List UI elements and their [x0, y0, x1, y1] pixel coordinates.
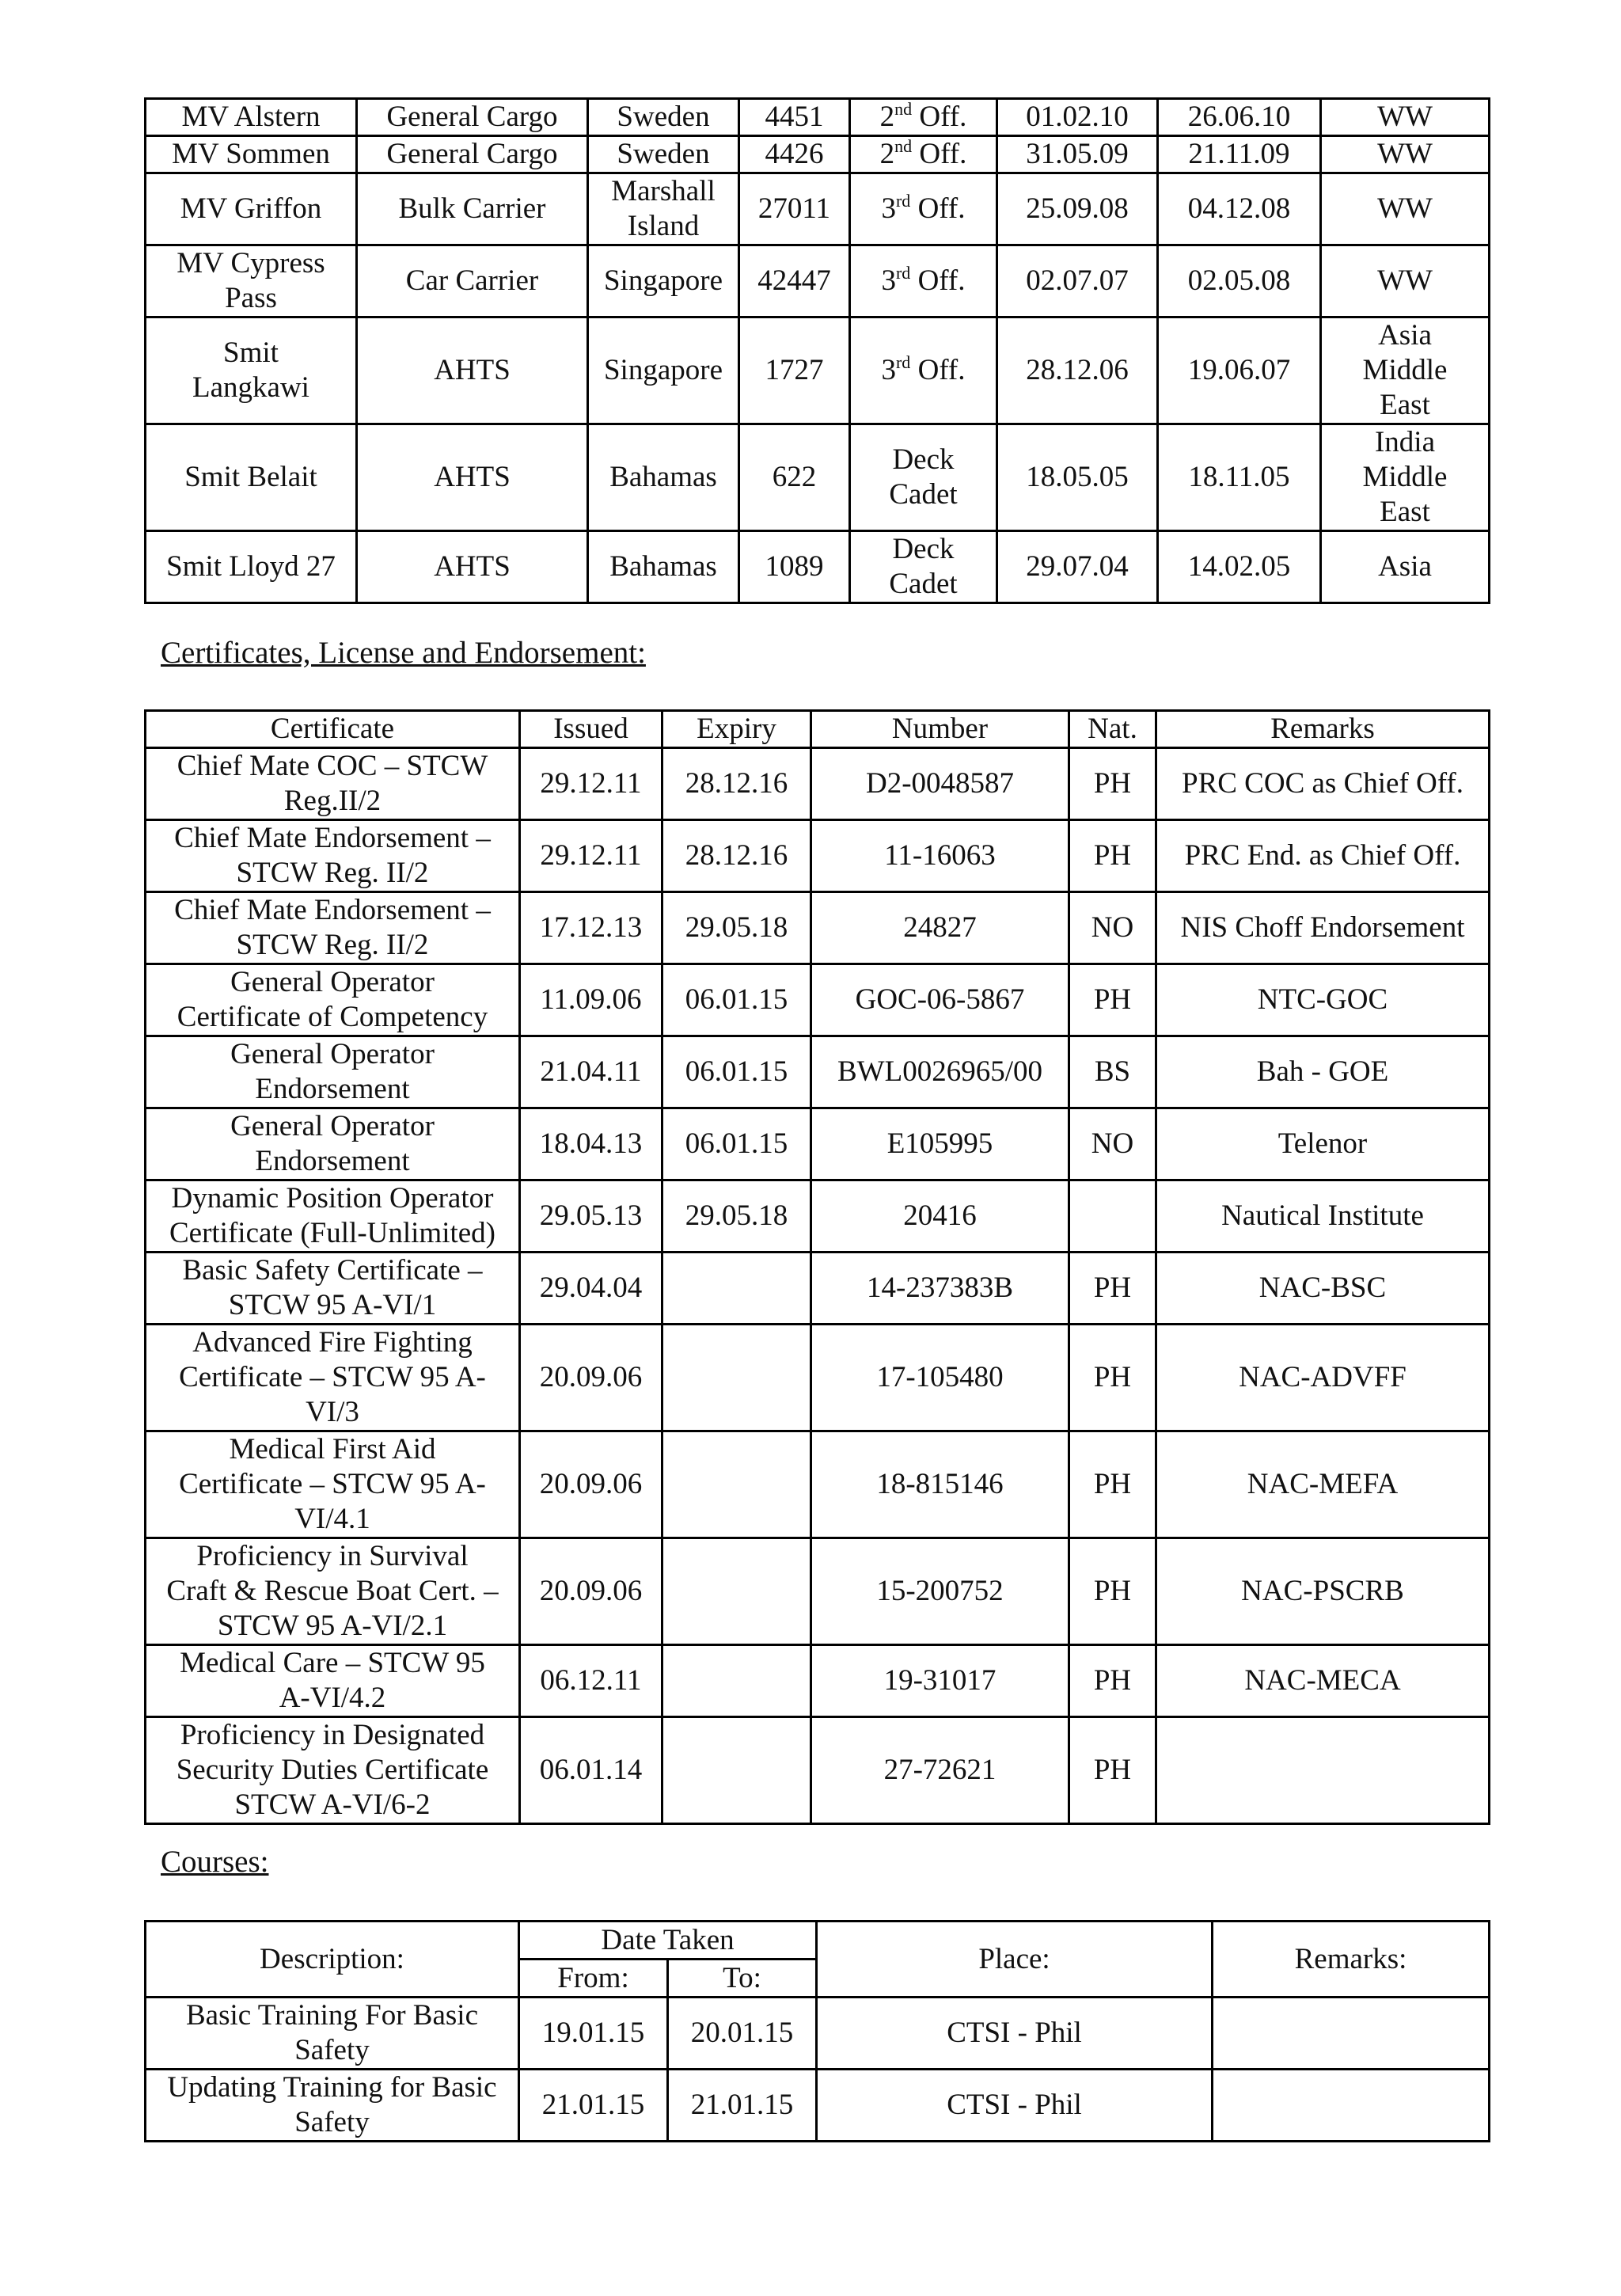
- expiry-date-cell: 29.05.18: [662, 892, 811, 964]
- nationality-cell: BS: [1069, 1036, 1156, 1108]
- issued-date-cell: 18.04.13: [520, 1108, 662, 1180]
- course-place-cell: CTSI - Phil: [817, 2070, 1213, 2142]
- rank-cell: [850, 317, 997, 424]
- vessel-cell: Smit Lloyd 27: [146, 531, 357, 603]
- col-header-from: From:: [519, 1960, 668, 1998]
- course-row: [146, 2070, 1490, 2142]
- rank-ordinal: rd: [895, 352, 911, 372]
- rank-number: 3: [881, 264, 896, 297]
- nationality-cell: NO: [1069, 1108, 1156, 1180]
- date-to-cell: 14.02.05: [1158, 531, 1321, 603]
- courses-header-row: [146, 1922, 1490, 1960]
- rank-cell: [850, 173, 997, 245]
- trading-area-cell: WW: [1321, 136, 1490, 173]
- certificate-name-cell: Proficiency in Designated Security Duties Certificate STCW A-VI/6-2: [146, 1717, 520, 1824]
- course-description-cell: Updating Training for Basic Safety: [146, 2070, 519, 2142]
- trading-area-cell: Asia Middle East: [1321, 317, 1490, 424]
- issued-date-cell: 20.09.06: [520, 1538, 662, 1645]
- flag-cell: Bahamas: [588, 531, 739, 603]
- certificate-name-cell: Medical Care – STCW 95 A-VI/4.2: [146, 1645, 520, 1717]
- remarks-cell: NAC-MEFA: [1156, 1431, 1490, 1538]
- expiry-date-cell: 06.01.15: [662, 964, 811, 1036]
- sea-service-table: [144, 97, 1490, 604]
- date-from-cell: 02.07.07: [997, 245, 1158, 317]
- col-header-issued: Issued: [520, 711, 662, 748]
- date-from-cell: 01.02.10: [997, 99, 1158, 136]
- certificate-row: [146, 1108, 1490, 1180]
- date-to-cell: 26.06.10: [1158, 99, 1321, 136]
- expiry-date-cell: [662, 1538, 811, 1645]
- certificate-number-cell: 14-237383B: [811, 1253, 1069, 1325]
- expiry-date-cell: [662, 1431, 811, 1538]
- col-header-place: Place:: [817, 1922, 1213, 1998]
- date-to-cell: 04.12.08: [1158, 173, 1321, 245]
- certificate-name-cell: Advanced Fire Fighting Certificate – STCW 95 A- VI/3: [146, 1325, 520, 1431]
- certificate-row: [146, 892, 1490, 964]
- nationality-cell: PH: [1069, 1325, 1156, 1431]
- nationality-cell: [1069, 1180, 1156, 1253]
- issued-date-cell: 17.12.13: [520, 892, 662, 964]
- issued-date-cell: 29.04.04: [520, 1253, 662, 1325]
- rank-suffix: Off.: [912, 101, 967, 133]
- sea-service-row: [146, 136, 1490, 173]
- rank-ordinal: rd: [895, 263, 911, 283]
- date-from-cell: 18.05.05: [997, 424, 1158, 531]
- certificate-number-cell: 17-105480: [811, 1325, 1069, 1431]
- sea-service-row: [146, 245, 1490, 317]
- certificate-name-cell: Dynamic Position Operator Certificate (Full-Unlimited): [146, 1180, 520, 1253]
- nationality-cell: NO: [1069, 892, 1156, 964]
- certificate-row: [146, 1538, 1490, 1645]
- col-header-number: Number: [811, 711, 1069, 748]
- rank-number: 2: [879, 101, 895, 133]
- certificate-name-cell: Medical First Aid Certificate – STCW 95 A- VI/4.1: [146, 1431, 520, 1538]
- remarks-cell: Bah - GOE: [1156, 1036, 1490, 1108]
- certificate-number-cell: 18-815146: [811, 1431, 1069, 1538]
- nationality-cell: PH: [1069, 748, 1156, 820]
- certificate-number-cell: 24827: [811, 892, 1069, 964]
- remarks-cell: NAC-PSCRB: [1156, 1538, 1490, 1645]
- rank-ordinal: rd: [895, 191, 911, 211]
- certificate-name-cell: Chief Mate Endorsement – STCW Reg. II/2: [146, 892, 520, 964]
- certificate-name-cell: General Operator Certificate of Competency: [146, 964, 520, 1036]
- rank-number: Deck Cadet: [889, 533, 958, 600]
- remarks-cell: NAC-ADVFF: [1156, 1325, 1490, 1431]
- flag-cell: Singapore: [588, 245, 739, 317]
- nationality-cell: PH: [1069, 1538, 1156, 1645]
- certificate-number-cell: 11-16063: [811, 820, 1069, 892]
- vessel-type-cell: General Cargo: [357, 99, 588, 136]
- sea-service-row: [146, 424, 1490, 531]
- flag-cell: Marshall Island: [588, 173, 739, 245]
- nationality-cell: PH: [1069, 820, 1156, 892]
- issued-date-cell: 29.05.13: [520, 1180, 662, 1253]
- certificate-number-cell: 27-72621: [811, 1717, 1069, 1824]
- certificate-row: [146, 964, 1490, 1036]
- issued-date-cell: 06.01.14: [520, 1717, 662, 1824]
- flag-cell: Sweden: [588, 99, 739, 136]
- col-header-expiry: Expiry: [662, 711, 811, 748]
- vessel-cell: MV Griffon: [146, 173, 357, 245]
- certificate-row: [146, 820, 1490, 892]
- col-header-certificate: Certificate: [146, 711, 520, 748]
- rank-cell: [850, 424, 997, 531]
- course-remarks-cell: [1213, 2070, 1490, 2142]
- certificate-name-cell: General Operator Endorsement: [146, 1036, 520, 1108]
- rank-suffix: Off.: [912, 138, 967, 170]
- certificate-name-cell: Chief Mate Endorsement – STCW Reg. II/2: [146, 820, 520, 892]
- remarks-cell: NAC-MECA: [1156, 1645, 1490, 1717]
- remarks-cell: PRC End. as Chief Off.: [1156, 820, 1490, 892]
- col-header-to: To:: [668, 1960, 817, 1998]
- grt-cell: 1089: [739, 531, 850, 603]
- grt-cell: 622: [739, 424, 850, 531]
- trading-area-cell: India Middle East: [1321, 424, 1490, 531]
- date-to-cell: 19.06.07: [1158, 317, 1321, 424]
- certificate-number-cell: 15-200752: [811, 1538, 1069, 1645]
- col-header-remarks: Remarks: [1156, 711, 1490, 748]
- rank-cell: [850, 136, 997, 173]
- rank-cell: [850, 531, 997, 603]
- flag-cell: Sweden: [588, 136, 739, 173]
- vessel-type-cell: AHTS: [357, 317, 588, 424]
- certificate-row: [146, 1253, 1490, 1325]
- expiry-date-cell: [662, 1645, 811, 1717]
- remarks-cell: NAC-BSC: [1156, 1253, 1490, 1325]
- nationality-cell: PH: [1069, 1717, 1156, 1824]
- expiry-date-cell: 06.01.15: [662, 1036, 811, 1108]
- vessel-cell: MV Sommen: [146, 136, 357, 173]
- course-remarks-cell: [1213, 1998, 1490, 2070]
- certificate-name-cell: Basic Safety Certificate – STCW 95 A-VI/1: [146, 1253, 520, 1325]
- expiry-date-cell: 28.12.16: [662, 748, 811, 820]
- expiry-date-cell: [662, 1325, 811, 1431]
- certificate-number-cell: D2-0048587: [811, 748, 1069, 820]
- grt-cell: 42447: [739, 245, 850, 317]
- certificate-name-cell: Chief Mate COC – STCW Reg.II/2: [146, 748, 520, 820]
- vessel-cell: MV Cypress Pass: [146, 245, 357, 317]
- col-header-nationality: Nat.: [1069, 711, 1156, 748]
- courses-heading: Courses:: [161, 1845, 269, 1879]
- certificates-heading: Certificates, License and Endorsement:: [161, 636, 646, 670]
- sea-service-row: [146, 99, 1490, 136]
- rank-number: 3: [881, 354, 896, 386]
- certificate-row: [146, 1036, 1490, 1108]
- course-from-cell: 19.01.15: [519, 1998, 668, 2070]
- certificate-row: [146, 1717, 1490, 1824]
- rank-cell: [850, 99, 997, 136]
- grt-cell: 27011: [739, 173, 850, 245]
- certificate-name-cell: Proficiency in Survival Craft & Rescue Boat Cert. – STCW 95 A-VI/2.1: [146, 1538, 520, 1645]
- nationality-cell: PH: [1069, 1645, 1156, 1717]
- certificate-number-cell: 20416: [811, 1180, 1069, 1253]
- rank-suffix: Off.: [910, 264, 966, 297]
- course-place-cell: CTSI - Phil: [817, 1998, 1213, 2070]
- course-to-cell: 20.01.15: [668, 1998, 817, 2070]
- col-header-date-taken: Date Taken: [519, 1922, 817, 1960]
- certificate-number-cell: BWL0026965/00: [811, 1036, 1069, 1108]
- issued-date-cell: 21.04.11: [520, 1036, 662, 1108]
- course-from-cell: 21.01.15: [519, 2070, 668, 2142]
- remarks-cell: [1156, 1717, 1490, 1824]
- date-from-cell: 29.07.04: [997, 531, 1158, 603]
- issued-date-cell: 20.09.06: [520, 1431, 662, 1538]
- date-to-cell: 21.11.09: [1158, 136, 1321, 173]
- issued-date-cell: 29.12.11: [520, 820, 662, 892]
- course-row: [146, 1998, 1490, 2070]
- rank-suffix: Off.: [910, 354, 966, 386]
- date-from-cell: 28.12.06: [997, 317, 1158, 424]
- expiry-date-cell: 28.12.16: [662, 820, 811, 892]
- grt-cell: 1727: [739, 317, 850, 424]
- trading-area-cell: WW: [1321, 173, 1490, 245]
- issued-date-cell: 29.12.11: [520, 748, 662, 820]
- rank-suffix: Off.: [910, 192, 966, 225]
- vessel-type-cell: Bulk Carrier: [357, 173, 588, 245]
- grt-cell: 4426: [739, 136, 850, 173]
- certificate-name-cell: General Operator Endorsement: [146, 1108, 520, 1180]
- rank-number: 2: [879, 138, 895, 170]
- col-header-description: Description:: [146, 1922, 519, 1998]
- expiry-date-cell: 06.01.15: [662, 1108, 811, 1180]
- certificate-number-cell: E105995: [811, 1108, 1069, 1180]
- certificate-row: [146, 748, 1490, 820]
- rank-ordinal: nd: [894, 136, 913, 156]
- sea-service-row: [146, 317, 1490, 424]
- rank-cell: [850, 245, 997, 317]
- date-from-cell: 31.05.09: [997, 136, 1158, 173]
- expiry-date-cell: [662, 1253, 811, 1325]
- date-to-cell: 02.05.08: [1158, 245, 1321, 317]
- grt-cell: 4451: [739, 99, 850, 136]
- rank-ordinal: nd: [894, 99, 913, 119]
- course-to-cell: 21.01.15: [668, 2070, 817, 2142]
- trading-area-cell: WW: [1321, 99, 1490, 136]
- certificate-row: [146, 1645, 1490, 1717]
- vessel-cell: Smit Belait: [146, 424, 357, 531]
- expiry-date-cell: 29.05.18: [662, 1180, 811, 1253]
- certificate-number-cell: GOC-06-5867: [811, 964, 1069, 1036]
- vessel-cell: MV Alstern: [146, 99, 357, 136]
- course-description-cell: Basic Training For Basic Safety: [146, 1998, 519, 2070]
- issued-date-cell: 06.12.11: [520, 1645, 662, 1717]
- trading-area-cell: WW: [1321, 245, 1490, 317]
- certificate-row: [146, 1180, 1490, 1253]
- vessel-cell: Smit Langkawi: [146, 317, 357, 424]
- expiry-date-cell: [662, 1717, 811, 1824]
- remarks-cell: PRC COC as Chief Off.: [1156, 748, 1490, 820]
- date-to-cell: 18.11.05: [1158, 424, 1321, 531]
- courses-table: [144, 1920, 1490, 2142]
- sea-service-row: [146, 173, 1490, 245]
- nationality-cell: PH: [1069, 1431, 1156, 1538]
- vessel-type-cell: General Cargo: [357, 136, 588, 173]
- flag-cell: Bahamas: [588, 424, 739, 531]
- vessel-type-cell: AHTS: [357, 531, 588, 603]
- vessel-type-cell: Car Carrier: [357, 245, 588, 317]
- certificate-row: [146, 1431, 1490, 1538]
- issued-date-cell: 11.09.06: [520, 964, 662, 1036]
- nationality-cell: PH: [1069, 1253, 1156, 1325]
- remarks-cell: NIS Choff Endorsement: [1156, 892, 1490, 964]
- flag-cell: Singapore: [588, 317, 739, 424]
- remarks-cell: Nautical Institute: [1156, 1180, 1490, 1253]
- rank-number: 3: [881, 192, 896, 225]
- certificate-row: [146, 1325, 1490, 1431]
- remarks-cell: Telenor: [1156, 1108, 1490, 1180]
- sea-service-row: [146, 531, 1490, 603]
- vessel-type-cell: AHTS: [357, 424, 588, 531]
- trading-area-cell: Asia: [1321, 531, 1490, 603]
- certificates-header-row: [146, 711, 1490, 748]
- rank-number: Deck Cadet: [889, 443, 958, 511]
- issued-date-cell: 20.09.06: [520, 1325, 662, 1431]
- nationality-cell: PH: [1069, 964, 1156, 1036]
- date-from-cell: 25.09.08: [997, 173, 1158, 245]
- certificate-number-cell: 19-31017: [811, 1645, 1069, 1717]
- certificates-table: [144, 709, 1490, 1825]
- remarks-cell: NTC-GOC: [1156, 964, 1490, 1036]
- col-header-course-remarks: Remarks:: [1213, 1922, 1490, 1998]
